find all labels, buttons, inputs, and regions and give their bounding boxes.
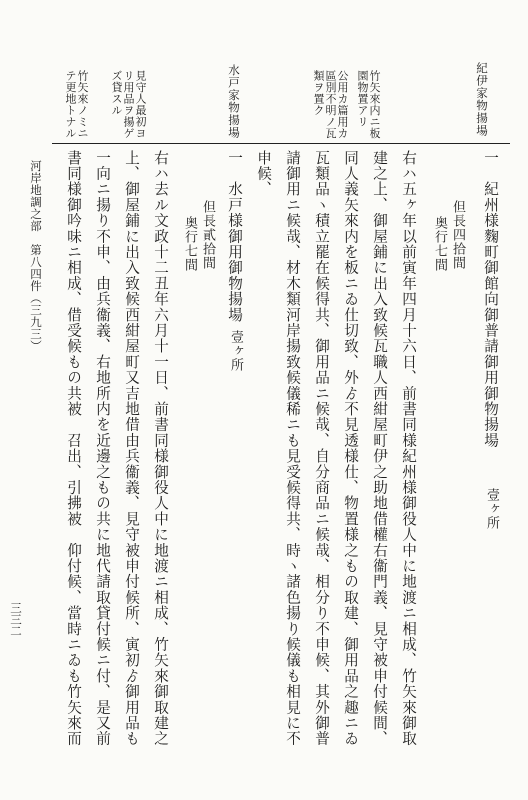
dimension-width-kii: 但長四拾間 [450,200,465,270]
paragraph-line: 右ハ去ル文政十二丑年六月十一日、前書同様御役人中に地渡ニ相成、竹矢來御取建之 [152,150,169,747]
header-rule [52,143,510,144]
section-header-mito: 水戸家物揚場 [227,64,241,139]
side-note: 區別不明ノ瓦 [324,70,337,139]
paragraph-line: 書同様御吟味ニ相成、借受候もの共被 召出、引拂被 仰付候、當時ニゐも竹矢來而 [65,150,82,747]
side-note: ズ貸スル [110,70,123,116]
paragraph-line: 建之上、御屋鋪に出入致候瓦職人西紺屋町伊之助地借權右衞門義、見守被申付候間、 [371,150,388,747]
side-note: 類ヲ置ク [312,70,325,116]
section-header-kii: 紀伊家物揚場 [475,62,489,137]
source-footer: 河岸地調之部 第八四件（三九三） [29,160,43,352]
page-number: 三三二 [9,602,23,637]
place-count-mito: 壹ヶ所 [228,330,243,372]
dimension-depth-kii: 奥行七間 [432,216,447,272]
dimension-width-mito: 但長貳拾間 [200,200,215,270]
paragraph-line: 請御用ニ候哉、材木類河岸揚致候儀稀ニも見受候得共、時ヽ諸色揚り候儀も相見に不 [284,150,301,747]
paragraph-line: 上、御屋鋪に出入致候西紺屋町又吉地借由兵衞義、見守被申付候所、寅初ゟ御用品も [123,150,140,747]
paragraph-line: 右ハ五ヶ年以前寅年四月十六日、前書同様紀州様御役人中に地渡ニ相成、竹矢來御取 [400,150,417,747]
side-note: 公用カ篇用カ [336,70,349,139]
paragraph-line: 瓦類品ヽ積立罷在候得共、御用品ニ候哉、自分商品ニ候哉、相分り不申候、其外御普 [313,150,330,747]
dimension-depth-mito: 奥行七間 [182,216,197,272]
section-title-mito: 一 水戸様御用御物揚場 [226,150,243,323]
side-note: リ用品ヲ揚ゲ [122,70,135,139]
side-note: テ更地トナル [64,70,77,139]
side-note: 竹矢來内ニ板 [368,70,381,139]
section-title-kii: 一 紀州様麴町御館向御普請御用御物揚場 [482,150,499,449]
side-note: 園物置アリ [356,70,369,128]
paragraph-line: 一向ニ揚り不申、由兵衞義、右地所内を近邊之もの共に地代請取貸付候ニ付、是又前 [94,150,111,747]
paragraph-line: 同人義矢來内を板ニゐ仕切致、外ゟ不見透様仕、物置様之もの取建、御用品之趣ニゐ [342,150,359,747]
side-note: 竹矢來ノミニ [76,70,89,139]
place-count-kii: 壹ヶ所 [484,488,499,530]
side-note: 見守人最初ヨ [134,70,147,139]
paragraph-line: 申候、 [255,150,272,198]
